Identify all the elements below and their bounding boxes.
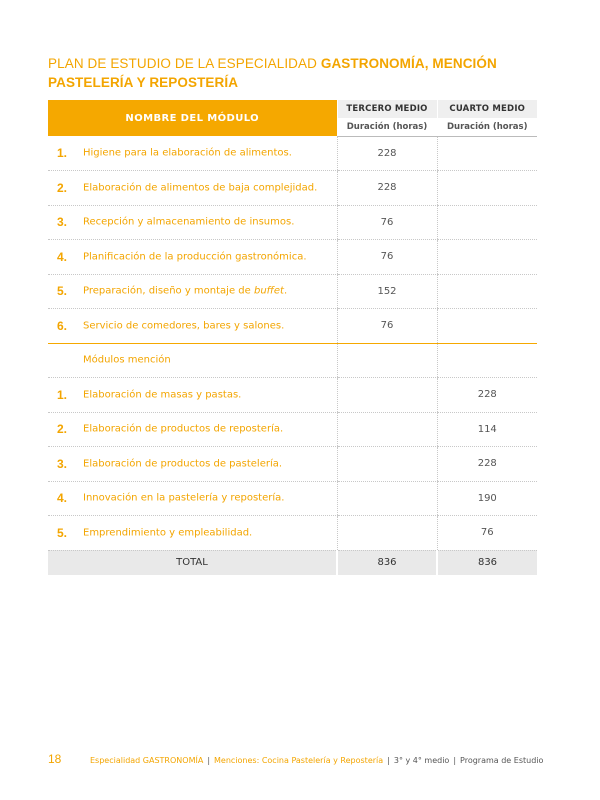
- module-number: 2.: [57, 180, 68, 195]
- hours-fourth: [437, 274, 537, 309]
- module-number: 6.: [57, 318, 68, 333]
- section-label: Módulos mención: [83, 354, 171, 366]
- module-name: Elaboración de alimentos de baja complejidad.: [83, 182, 318, 194]
- table-row: [48, 481, 537, 516]
- hours-third: 228: [337, 136, 437, 171]
- hours-fourth: 228: [437, 447, 537, 482]
- module-name: Higiene para la elaboración de alimentos.: [83, 147, 292, 159]
- total-third: 836: [337, 550, 437, 575]
- study-plan-table: [48, 100, 537, 575]
- total-label: TOTAL: [48, 550, 337, 575]
- hours-third: 76: [337, 240, 437, 275]
- table-row: [48, 516, 537, 551]
- hours-third: [337, 516, 437, 551]
- table-row: [48, 412, 537, 447]
- hours-fourth: 190: [437, 481, 537, 516]
- header-third-grade: TERCERO MEDIO: [337, 100, 437, 118]
- module-name: Innovación en la pastelería y repostería.: [83, 492, 285, 504]
- module-name-part: Preparación, diseño y montaje de: [83, 285, 254, 297]
- module-name: Elaboración de productos de repostería.: [83, 423, 284, 435]
- total-fourth: 836: [437, 550, 537, 575]
- page-number: 18: [48, 752, 62, 766]
- hours-fourth: [437, 240, 537, 275]
- module-number: 5.: [57, 284, 68, 299]
- hours-fourth: 76: [437, 516, 537, 551]
- module-number: 3.: [57, 456, 68, 471]
- hours-third: 152: [337, 274, 437, 309]
- title-prefix: PLAN DE ESTUDIO DE LA ESPECIALIDAD: [48, 56, 321, 71]
- table-row: [48, 136, 537, 171]
- hours-third: [337, 412, 437, 447]
- module-name: Planificación de la producción gastronómica.: [83, 251, 307, 263]
- page-title: [48, 54, 548, 92]
- header-fourth-grade: CUARTO MEDIO: [437, 100, 537, 118]
- hours-third: [337, 481, 437, 516]
- module-number: 1.: [57, 387, 68, 402]
- module-number: 4.: [57, 491, 68, 506]
- header-duration-third: Duración (horas): [337, 118, 437, 136]
- footer-separator: |: [387, 756, 390, 765]
- page-footer: [48, 752, 568, 766]
- module-name: Servicio de comedores, bares y salones.: [83, 320, 285, 332]
- table-row: [48, 274, 537, 309]
- section-row: [48, 343, 537, 378]
- empty-cell: [337, 343, 437, 378]
- hours-third: 76: [337, 309, 437, 344]
- total-row: [48, 550, 537, 575]
- module-number: 5.: [57, 525, 68, 540]
- title-bold: GASTRONOMÍA, MENCIÓN PASTELERÍA Y REPOSTERÍA: [48, 56, 497, 90]
- module-number: 4.: [57, 249, 68, 264]
- footer-mentions: Menciones: Cocina Pastelería y Repostería: [214, 756, 384, 765]
- hours-third: [337, 378, 437, 413]
- hours-fourth: 114: [437, 412, 537, 447]
- table-row: [48, 447, 537, 482]
- module-name-italic: buffet: [253, 285, 284, 297]
- table-row: [48, 171, 537, 206]
- hours-third: 228: [337, 171, 437, 206]
- module-name: Emprendimiento y empleabilidad.: [83, 527, 253, 539]
- module-name-end: .: [283, 285, 288, 297]
- hours-fourth: [437, 136, 537, 171]
- footer-separator: |: [453, 756, 457, 765]
- hours-fourth: [437, 309, 537, 344]
- header-duration-fourth: Duración (horas): [437, 118, 537, 136]
- footer-specialty: Especialidad GASTRONOMÍA: [90, 756, 204, 765]
- header-module-name: NOMBRE DEL MÓDULO: [48, 100, 337, 136]
- hours-third: 76: [337, 205, 437, 240]
- hours-third: [337, 447, 437, 482]
- footer-separator: |: [207, 756, 211, 765]
- hours-fourth: [437, 171, 537, 206]
- hours-fourth: 228: [437, 378, 537, 413]
- empty-cell: [437, 343, 537, 378]
- hours-fourth: [437, 205, 537, 240]
- module-name: Elaboración de productos de pastelería.: [83, 458, 283, 470]
- module-number: 1.: [57, 146, 68, 160]
- footer-program: Programa de Estudio: [460, 756, 544, 765]
- module-number: 3.: [57, 215, 68, 230]
- table-row: [48, 378, 537, 413]
- module-name: Elaboración de masas y pastas.: [83, 389, 242, 401]
- table-row: [48, 205, 537, 240]
- module-number: 2.: [57, 422, 68, 437]
- table-row: [48, 240, 537, 275]
- module-name: [83, 286, 287, 297]
- footer-grades: 3° y 4° medio: [393, 756, 450, 765]
- table-row: [48, 309, 537, 344]
- module-name: Recepción y almacenamiento de insumos.: [83, 216, 295, 228]
